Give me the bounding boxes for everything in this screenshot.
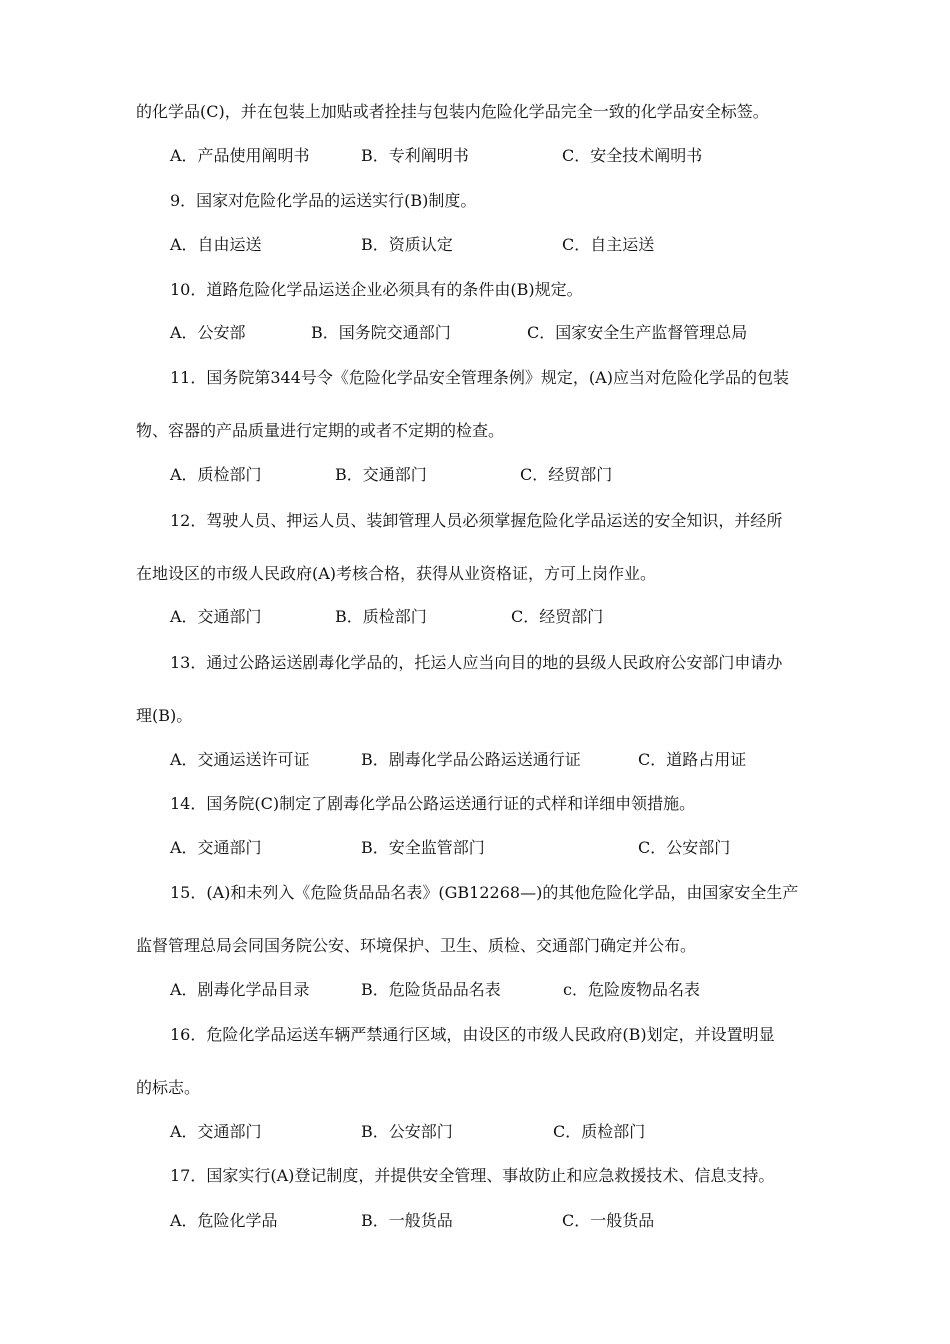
answer-option-c: C．一般货品 [562, 1211, 655, 1230]
question-line: 15．(A)和未列入《危险货品品名表》(GB12268—)的其他危险化学品，由国家安全生产 [170, 883, 799, 902]
question-continuation: 监督管理总局会同国务院公安、环境保护、卫生、质检、交通部门确定并公布。 [136, 936, 697, 955]
answer-option-a: A．产品使用阐明书 [170, 146, 310, 165]
answer-option-b: B．危险货品品名表 [361, 980, 501, 999]
question-continuation: 在地设区的市级人民政府(A)考核合格，获得从业资格证，方可上岗作业。 [136, 564, 657, 583]
answer-option-b: B．资质认定 [361, 235, 453, 254]
answer-option-c: C．经贸部门 [520, 465, 613, 484]
answer-option-c: C．质检部门 [553, 1122, 646, 1141]
answer-option-a: A．质检部门 [170, 465, 262, 484]
question-line: 13．通过公路运送剧毒化学品的，托运人应当向目的地的县级人民政府公安部门申请办 [170, 653, 783, 672]
answer-option-a: A．危险化学品 [170, 1211, 278, 1230]
question-line: 9．国家对危险化学品的运送实行(B)制度。 [170, 191, 477, 210]
answer-option-b: B．一般货品 [361, 1211, 453, 1230]
answer-option-a: A．交通部门 [170, 607, 262, 626]
question-line: 11．国务院第344号令《危险化学品安全管理条例》规定，(A)应当对危险化学品的包装 [170, 368, 789, 387]
answer-option-c: C．经贸部门 [511, 607, 604, 626]
question-continuation: 物、容器的产品质量进行定期的或者不定期的检查。 [136, 421, 505, 440]
question-line: 14．国务院(C)制定了剧毒化学品公路运送通行证的式样和详细申领措施。 [170, 794, 696, 813]
answer-option-c: C．国家安全生产监督管理总局 [527, 323, 748, 342]
answer-option-a: A．交通部门 [170, 838, 262, 857]
answer-option-a: A．自由运送 [170, 235, 262, 254]
answer-option-a: A．交通运送许可证 [170, 750, 310, 769]
answer-option-b: B．国务院交通部门 [311, 323, 451, 342]
answer-option-b: B．专利阐明书 [361, 146, 469, 165]
answer-option-b: B．安全监管部门 [361, 838, 485, 857]
answer-option-a: A．交通部门 [170, 1122, 262, 1141]
question-continuation: 理(B)。 [136, 706, 193, 725]
answer-option-c: C．道路占用证 [638, 750, 747, 769]
answer-option-c: c．危险废物品名表 [563, 980, 700, 999]
answer-option-c: C．安全技术阐明书 [562, 146, 703, 165]
answer-option-a: A．公安部 [170, 323, 246, 342]
text-line: 的化学品(C)，并在包装上加贴或者拴挂与包装内危险化学品完全一致的化学品安全标签。 [136, 102, 769, 121]
answer-option-c: C．自主运送 [562, 235, 655, 254]
question-line: 16．危险化学品运送车辆严禁通行区域，由设区的市级人民政府(B)划定，并设置明显 [170, 1025, 775, 1044]
question-continuation: 的标志。 [136, 1078, 201, 1097]
answer-option-a: A．剧毒化学品目录 [170, 980, 310, 999]
question-line: 12．驾驶人员、押运人员、装卸管理人员必须掌握危险化学品运送的安全知识，并经所 [170, 511, 783, 530]
answer-option-b: B．剧毒化学品公路运送通行证 [361, 750, 581, 769]
question-line: 17．国家实行(A)登记制度，并提供安全管理、事故防止和应急救援技术、信息支持。 [170, 1166, 775, 1185]
answer-option-b: B．公安部门 [361, 1122, 453, 1141]
answer-option-b: B．质检部门 [335, 607, 427, 626]
question-line: 10．道路危险化学品运送企业必须具有的条件由(B)规定。 [170, 280, 583, 299]
answer-option-b: B．交通部门 [335, 465, 427, 484]
answer-option-c: C．公安部门 [638, 838, 731, 857]
